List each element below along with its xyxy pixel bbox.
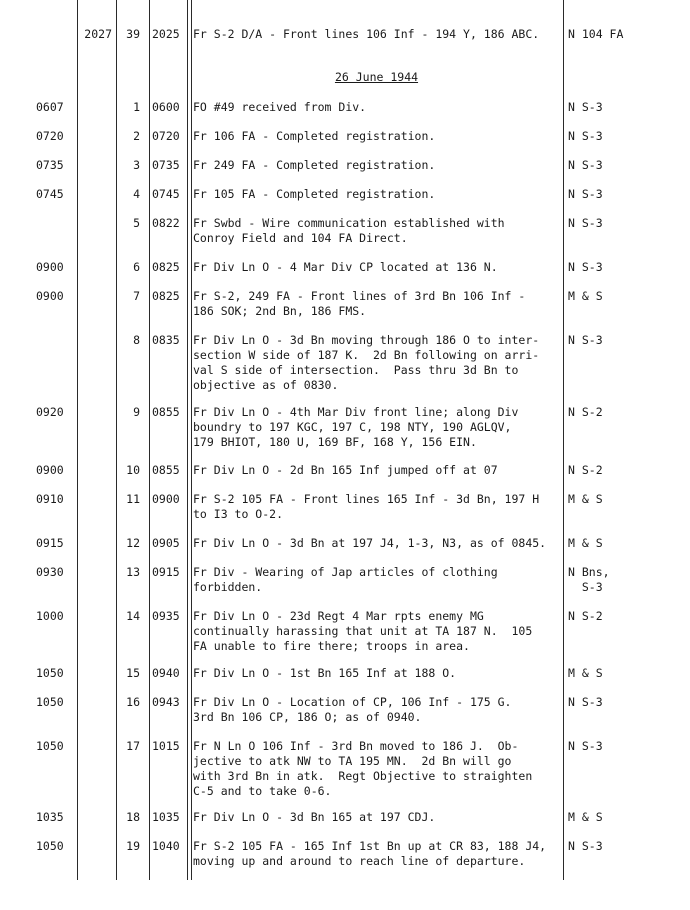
top-entry-msg-time: 2025 <box>152 27 180 41</box>
entry-time-in: 0910 <box>36 492 64 506</box>
entry-time: 0745 <box>152 187 180 201</box>
entry-time: 0855 <box>152 463 180 477</box>
entry-time: 0905 <box>152 536 180 550</box>
log-date: 26 June 1944 <box>334 70 419 84</box>
entry-action: N S-3 <box>568 739 603 753</box>
entry-message-line: FO #49 received from Div. <box>193 100 367 114</box>
entry-message-line: Fr Div Ln O - 3d Bn 165 at 197 CDJ. <box>193 810 436 824</box>
entry-number: 12 <box>126 536 140 550</box>
entry-time: 0835 <box>152 333 180 347</box>
entry-number: 10 <box>126 463 140 477</box>
entry-action: N S-3 <box>568 100 603 114</box>
entry-message-line: Fr Div - Wearing of Jap articles of clothing <box>193 565 498 579</box>
entry-message-line: FA unable to fire there; troops in area. <box>193 639 470 653</box>
entry-message-line: Fr Div Ln O - 3d Bn at 197 J4, 1-3, N3, as of 0845. <box>193 536 547 550</box>
entry-message-line: Conroy Field and 104 FA Direct. <box>193 231 408 245</box>
entry-time-in: 0900 <box>36 463 64 477</box>
entry-message-line: 179 BHIOT, 180 U, 169 BF, 168 Y, 156 EIN. <box>193 435 477 449</box>
entry-time-in: 1050 <box>36 839 64 853</box>
entry-message-line: 3rd Bn 106 CP, 186 O; as of 0940. <box>193 710 422 724</box>
entry-number: 16 <box>126 695 140 709</box>
entry-message-line: Fr Div Ln O - 4 Mar Div CP located at 136 N. <box>193 260 498 274</box>
entry-time-in: 0915 <box>36 536 64 550</box>
entry-message-line: Fr Div Ln O - Location of CP, 106 Inf - 175 G. <box>193 695 512 709</box>
entry-message-line: Fr Div Ln O - 2d Bn 165 Inf jumped off at 07 <box>193 463 498 477</box>
entry-action: S-3 <box>568 580 603 594</box>
entry-time: 1015 <box>152 739 180 753</box>
entry-message-line: boundry to 197 KGC, 197 C, 198 NTY, 190 AGLQV, <box>193 420 512 434</box>
entry-message-line: Fr Div Ln O - 23d Regt 4 Mar rpts enemy MG <box>193 609 484 623</box>
entry-message-line: Fr S-2, 249 FA - Front lines of 3rd Bn 106 Inf - <box>193 289 526 303</box>
entry-message-line: continually harassing that unit at TA 187 N. 105 <box>193 624 533 638</box>
entry-time-in: 0920 <box>36 405 64 419</box>
entry-message-line: Fr Swbd - Wire communication established with <box>193 216 505 230</box>
entry-number: 2 <box>133 129 140 143</box>
entry-action: N S-2 <box>568 463 603 477</box>
entry-time: 0720 <box>152 129 180 143</box>
entry-number: 14 <box>126 609 140 623</box>
entry-action: M & S <box>568 810 603 824</box>
entry-time: 1040 <box>152 839 180 853</box>
entry-message-line: forbidden. <box>193 580 263 594</box>
entry-number: 17 <box>126 739 140 753</box>
entry-time-in: 1035 <box>36 810 64 824</box>
top-entry-message: Fr S-2 D/A - Front lines 106 Inf - 194 Y, 186 ABC. <box>193 27 540 41</box>
entry-time: 0822 <box>152 216 180 230</box>
entry-action: M & S <box>568 666 603 680</box>
entry-time: 0915 <box>152 565 180 579</box>
entry-message-line: with 3rd Bn in atk. Regt Objective to straighten <box>193 769 533 783</box>
column-rule-5 <box>563 0 564 880</box>
entry-number: 11 <box>126 492 140 506</box>
top-entry-time-in: 2027 <box>84 27 112 41</box>
entry-number: 7 <box>133 289 140 303</box>
entry-action: M & S <box>568 289 603 303</box>
column-rule-3 <box>149 0 150 880</box>
entry-action: N S-3 <box>568 216 603 230</box>
entry-time-in: 0900 <box>36 260 64 274</box>
entry-number: 18 <box>126 810 140 824</box>
entry-time-in: 0900 <box>36 289 64 303</box>
entry-time-in: 0607 <box>36 100 64 114</box>
entry-message-line: section W side of 187 K. 2d Bn following on arri- <box>193 348 540 362</box>
entry-action: N S-3 <box>568 695 603 709</box>
entry-number: 6 <box>133 260 140 274</box>
entry-time: 0600 <box>152 100 180 114</box>
entry-time-in: 1050 <box>36 666 64 680</box>
entry-message-line: moving up and around to reach line of departure. <box>193 854 526 868</box>
entry-action: N S-2 <box>568 405 603 419</box>
entry-number: 19 <box>126 839 140 853</box>
entry-message-line: Fr Div Ln O - 1st Bn 165 Inf at 188 O. <box>193 666 457 680</box>
column-rule-1 <box>77 0 78 880</box>
entry-action: N S-3 <box>568 333 603 347</box>
entry-message-line: Fr 105 FA - Completed registration. <box>193 187 436 201</box>
entry-time: 0825 <box>152 260 180 274</box>
entry-time: 0943 <box>152 695 180 709</box>
top-entry-ref: 39 <box>126 27 140 41</box>
entry-number: 8 <box>133 333 140 347</box>
entry-message-line: Fr 249 FA - Completed registration. <box>193 158 436 172</box>
entry-number: 4 <box>133 187 140 201</box>
entry-message-line: Fr Div Ln O - 4th Mar Div front line; along Div <box>193 405 519 419</box>
entry-number: 5 <box>133 216 140 230</box>
entry-time: 1035 <box>152 810 180 824</box>
entry-time-in: 0930 <box>36 565 64 579</box>
entry-number: 9 <box>133 405 140 419</box>
entry-time: 0940 <box>152 666 180 680</box>
entry-message-line: Fr N Ln O 106 Inf - 3rd Bn moved to 186 J. Ob- <box>193 739 519 753</box>
entry-time: 0855 <box>152 405 180 419</box>
entry-message-line: Fr S-2 105 FA - Front lines 165 Inf - 3d Bn, 197 H <box>193 492 540 506</box>
top-entry-action: N 104 FA <box>568 27 624 41</box>
entry-message-line: to I3 to O-2. <box>193 507 284 521</box>
entry-time: 0735 <box>152 158 180 172</box>
entry-message-line: Fr 106 FA - Completed registration. <box>193 129 436 143</box>
entry-time-in: 1050 <box>36 739 64 753</box>
entry-time: 0935 <box>152 609 180 623</box>
entry-time-in: 0720 <box>36 129 64 143</box>
entry-action: N S-3 <box>568 158 603 172</box>
entry-action: N S-3 <box>568 839 603 853</box>
entry-number: 1 <box>133 100 140 114</box>
entry-time-in: 0745 <box>36 187 64 201</box>
entry-message-line: objective as of 0830. <box>193 378 339 392</box>
entry-action: M & S <box>568 492 603 506</box>
entry-number: 3 <box>133 158 140 172</box>
entry-message-line: C-5 and to take 0-6. <box>193 784 332 798</box>
column-rule-4 <box>187 0 192 880</box>
entry-message-line: Fr Div Ln O - 3d Bn moving through 186 O to inter- <box>193 333 540 347</box>
entry-number: 15 <box>126 666 140 680</box>
entry-time-in: 0735 <box>36 158 64 172</box>
entry-action: N S-2 <box>568 609 603 623</box>
entry-time-in: 1050 <box>36 695 64 709</box>
entry-action: M & S <box>568 536 603 550</box>
entry-time: 0825 <box>152 289 180 303</box>
entry-time: 0900 <box>152 492 180 506</box>
entry-message-line: 186 SOK; 2nd Bn, 186 FMS. <box>193 304 367 318</box>
entry-action: N S-3 <box>568 260 603 274</box>
entry-message-line: val S side of intersection. Pass thru 3d Bn to <box>193 363 519 377</box>
entry-time-in: 1000 <box>36 609 64 623</box>
entry-number: 13 <box>126 565 140 579</box>
entry-action: N S-3 <box>568 187 603 201</box>
entry-message-line: jective to atk NW to TA 195 MN. 2d Bn will go <box>193 754 512 768</box>
entry-action: N Bns, <box>568 565 610 579</box>
entry-action: N S-3 <box>568 129 603 143</box>
entry-message-line: Fr S-2 105 FA - 165 Inf 1st Bn up at CR 83, 188 J4, <box>193 839 547 853</box>
